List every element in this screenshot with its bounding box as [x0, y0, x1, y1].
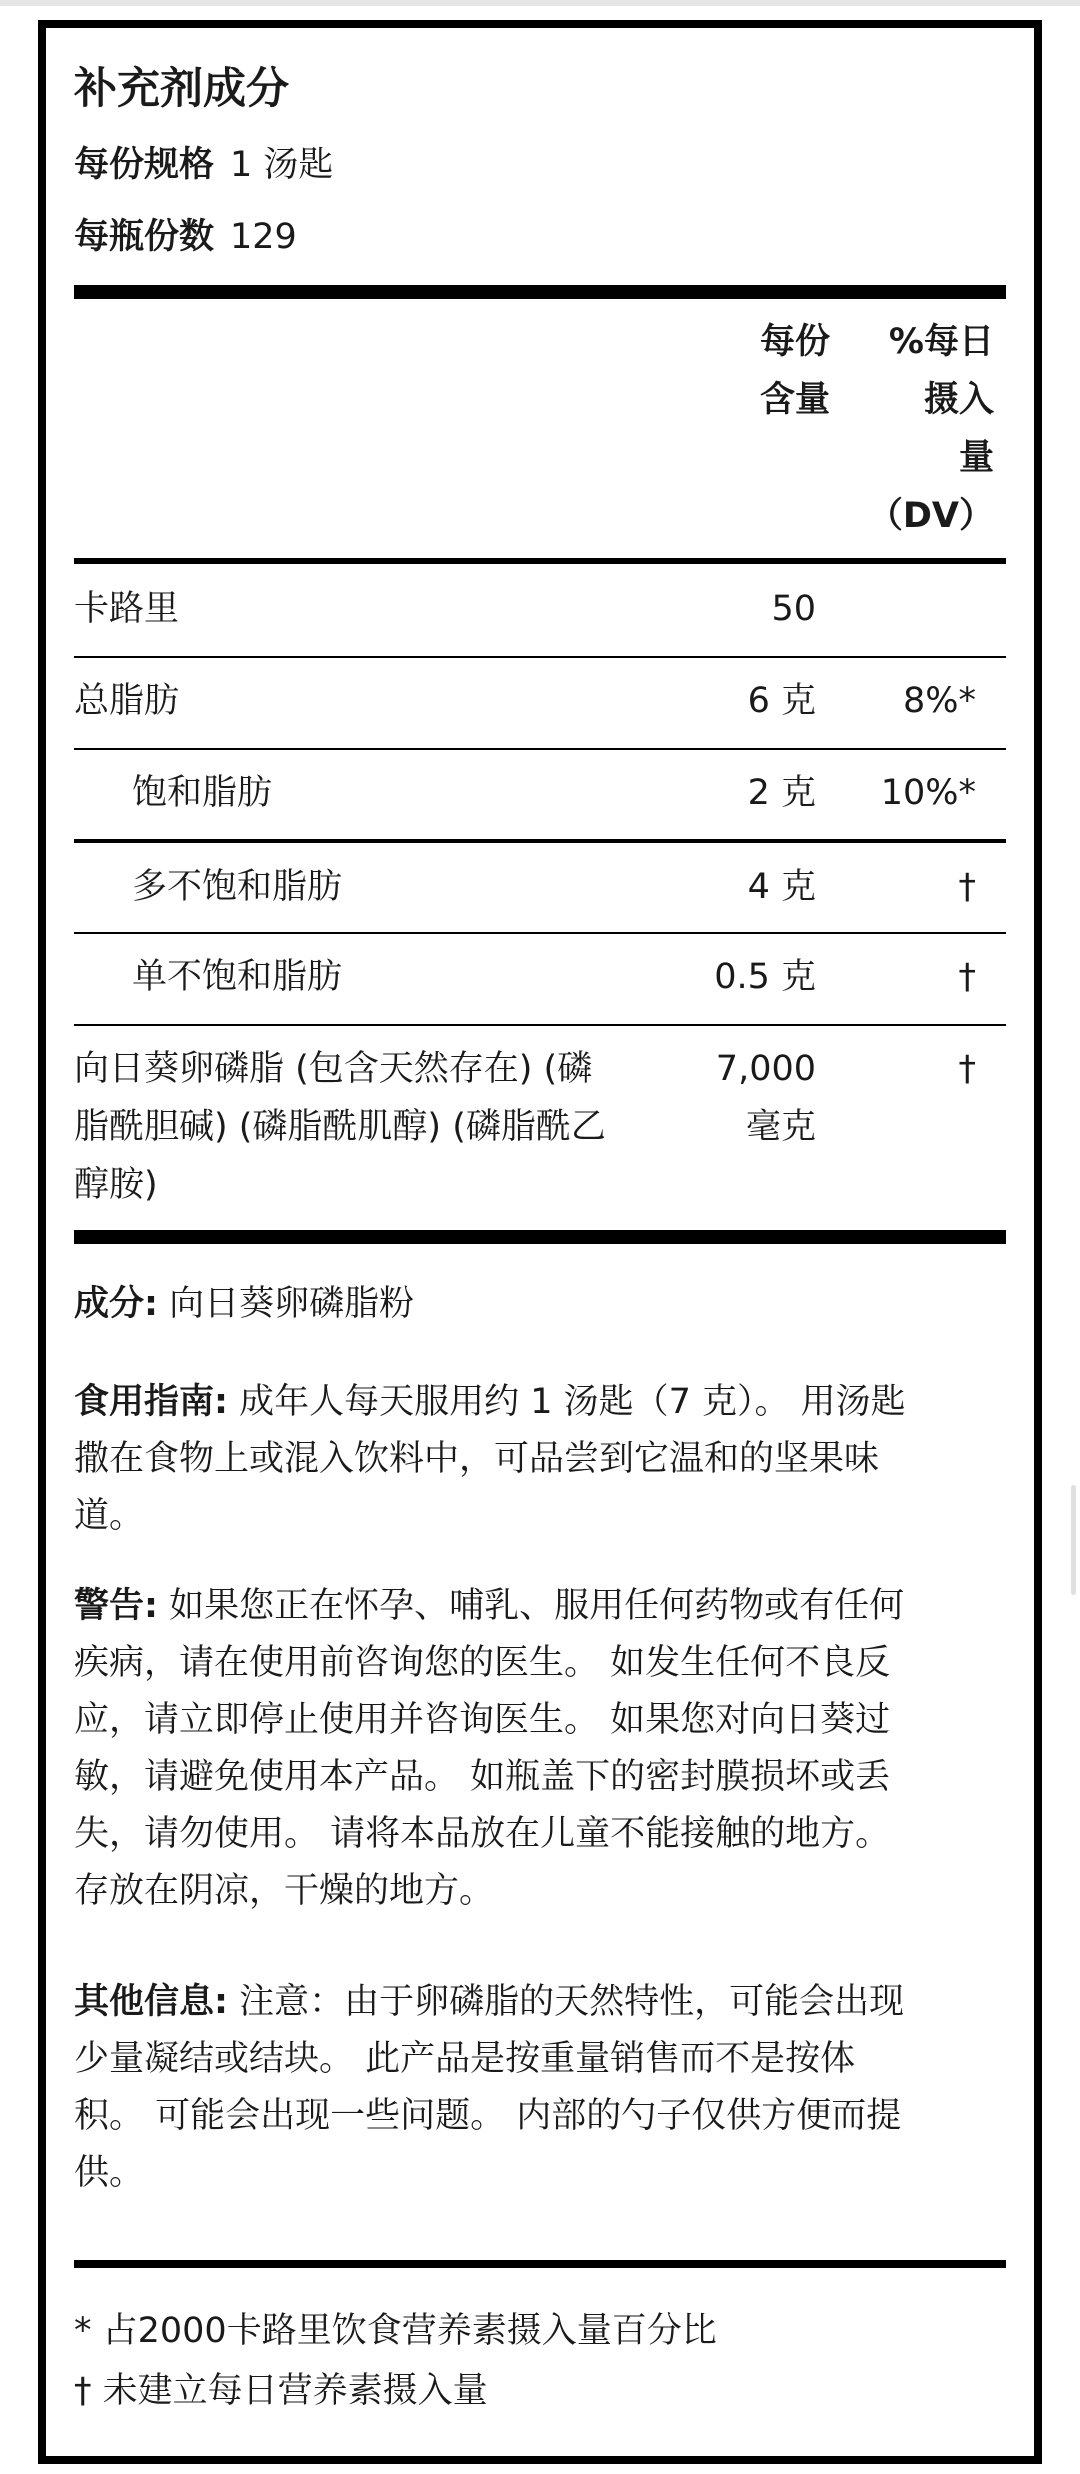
- servings-per-container-value: 129: [230, 217, 297, 257]
- nutrient-amount: [716, 1040, 816, 1156]
- nutrient-name: 多不饱和脂肪: [132, 867, 343, 907]
- row-divider: [74, 839, 1006, 843]
- top-divider: [0, 0, 1080, 6]
- servings-per-container-label: 每瓶份数: [74, 217, 215, 257]
- other-info-line: 供。: [74, 2153, 145, 2193]
- ingredients-label: 成分:: [74, 1284, 158, 1324]
- nutrient-daily-value: 8%*: [902, 681, 976, 721]
- directions-label: 食用指南:: [74, 1382, 228, 1422]
- warnings-label: 警告:: [74, 1586, 158, 1626]
- nutrient-name-line: 醇胺): [74, 1165, 158, 1205]
- warnings-line: 如果您正在怀孕、哺乳、服用任何药物或有任何: [158, 1586, 905, 1626]
- nutrient-name-line: 脂酰胆碱) (磷脂酰肌醇) (磷脂酰乙: [74, 1107, 606, 1147]
- nutrient-daily-value: 10%*: [880, 773, 976, 813]
- ingredients: [74, 1276, 1006, 1333]
- table-row: [74, 1040, 1006, 1220]
- nutrient-name: 饱和脂肪: [132, 773, 273, 813]
- serving-size-label: 每份规格: [74, 145, 215, 185]
- thick-divider: [74, 2260, 1006, 2268]
- warnings-line: 敏，请避免使用本产品。 如瓶盖下的密封膜损坏或丢: [74, 1757, 891, 1797]
- row-divider: [74, 932, 1006, 934]
- scrollbar-thumb[interactable]: [1071, 1485, 1076, 1595]
- other-info-label: 其他信息:: [74, 1982, 228, 2022]
- servings-per-container: [74, 217, 297, 257]
- header-line: 含量: [759, 380, 830, 420]
- panel-title: 补充剂成分: [74, 64, 289, 114]
- nutrient-amount: 2 克: [747, 773, 816, 813]
- warnings-line: 疾病，请在使用前咨询您的医生。 如发生任何不良反: [74, 1643, 891, 1683]
- medium-divider: [74, 558, 1006, 564]
- thick-divider: [74, 1230, 1006, 1244]
- header-line: （DV）: [867, 496, 994, 536]
- nutrient-daily-value: †: [958, 957, 976, 997]
- warnings-line: 存放在阴凉，干燥的地方。: [74, 1871, 495, 1911]
- warnings-line: 应，请立即停止使用并咨询医生。 如果您对向日葵过: [74, 1700, 891, 1740]
- serving-size: [74, 145, 334, 185]
- amount-per-serving-header: [760, 313, 830, 429]
- ingredients-text: 向日葵卵磷脂粉: [169, 1284, 415, 1324]
- nutrient-amount-line: 7,000: [715, 1049, 816, 1089]
- footnote-dv: * 占2000卡路里饮食营养素摄入量百分比: [74, 2311, 717, 2351]
- nutrient-amount-line: 毫克: [745, 1107, 816, 1147]
- nutrient-name: [74, 1040, 606, 1214]
- header-line: 每份: [759, 322, 830, 362]
- directions-line: 撒在食物上或混入饮料中，可品尝到它温和的坚果味: [74, 1439, 880, 1479]
- warnings-line: 失，请勿使用。 请将本品放在儿童不能接触的地方。: [74, 1814, 891, 1854]
- nutrient-name: 总脂肪: [74, 681, 180, 721]
- header-line: 量: [958, 438, 994, 478]
- nutrient-amount: 4 克: [747, 867, 816, 907]
- other-info-line: 少量凝结或结块。 此产品是按重量销售而不是按体: [74, 2039, 856, 2079]
- row-divider: [74, 656, 1006, 658]
- serving-size-value: 1 汤匙: [230, 145, 334, 185]
- directions-line: 道。: [74, 1496, 145, 1536]
- nutrient-name-line: 向日葵卵磷脂 (包含天然存在) (磷: [74, 1049, 593, 1089]
- supplement-facts-panel: [38, 20, 1042, 2464]
- thick-divider: [74, 285, 1006, 299]
- nutrient-name: 单不饱和脂肪: [132, 957, 343, 997]
- directions-line: 成年人每天服用约 1 汤匙（7 克）。 用汤匙: [228, 1382, 906, 1422]
- header-line: %每日: [888, 322, 994, 362]
- directions: [74, 1374, 1006, 1545]
- nutrient-amount: 50: [771, 589, 816, 629]
- footnote-dagger: † 未建立每日营养素摄入量: [74, 2371, 488, 2411]
- nutrient-amount: 0.5 克: [714, 957, 816, 997]
- warnings: [74, 1578, 1006, 1920]
- other-info: [74, 1974, 1006, 2202]
- nutrient-daily-value: †: [958, 867, 976, 907]
- other-info-line: 积。 可能会出现一些问题。 内部的勺子仅供方便而提: [74, 2096, 902, 2136]
- nutrient-amount: 6 克: [747, 681, 816, 721]
- other-info-line: 注意：由于卵磷脂的天然特性，可能会出现: [228, 1982, 905, 2022]
- header-line: 摄入: [923, 380, 994, 420]
- daily-value-header: [868, 313, 994, 545]
- nutrient-daily-value: †: [958, 1049, 976, 1089]
- nutrient-name: 卡路里: [74, 589, 180, 629]
- row-divider: [74, 748, 1006, 750]
- row-divider: [74, 1024, 1006, 1026]
